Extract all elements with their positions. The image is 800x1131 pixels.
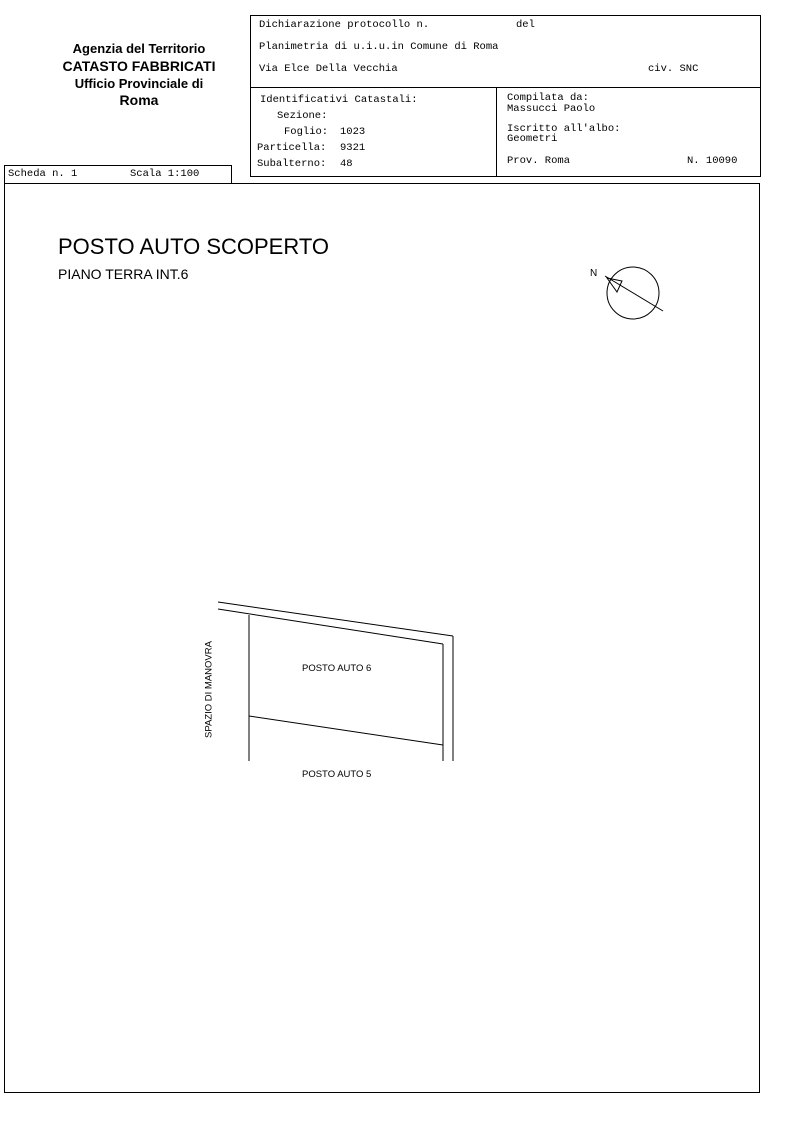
north-compass-icon	[585, 262, 670, 327]
drawing-subtitle: PIANO TERRA INT.6	[58, 266, 189, 282]
section-label: Sezione:	[277, 110, 328, 122]
floor-plan	[190, 595, 480, 780]
address: Via Elce Della Vecchia	[259, 63, 398, 75]
protocol-label: Dichiarazione protocollo n.	[259, 19, 430, 31]
parking-space-6-label: POSTO AUTO 6	[302, 663, 372, 674]
maneuver-space-label: SPAZIO DI MANOVRA	[203, 641, 215, 738]
card-number: Scheda n. 1	[8, 168, 78, 180]
plan-label: Planimetria di u.i.u.in Comune di Roma	[259, 41, 499, 53]
civic-number: civ. SNC	[648, 63, 699, 75]
header-vertical-divider	[496, 87, 497, 177]
registry-name: CATASTO FABBRICATI	[62, 58, 216, 74]
agency-block	[30, 41, 248, 108]
register-value: Geometri	[507, 133, 558, 145]
parcel-label: Particella:	[257, 142, 327, 154]
office-city: Roma	[119, 92, 159, 108]
register-number: N. 10090	[687, 155, 738, 167]
cadastral-heading: Identificativi Catastali:	[260, 94, 418, 106]
sub-label: Subalterno:	[257, 158, 327, 170]
header-divider	[250, 87, 761, 88]
sheet-label: Foglio:	[284, 126, 329, 138]
office-name: Ufficio Provinciale di	[74, 76, 204, 91]
compiler-label: Compilata da:	[507, 92, 589, 104]
north-label: N	[590, 268, 598, 279]
compiler-name: Massucci Paolo	[507, 103, 596, 115]
scale: Scala 1:100	[130, 168, 200, 180]
sub-value: 48	[340, 158, 353, 170]
sheet-value: 1023	[340, 126, 366, 138]
register-label: Iscritto all'albo:	[507, 123, 621, 135]
parking-space-5-label: POSTO AUTO 5	[302, 769, 372, 780]
date-label: del	[516, 19, 535, 31]
parcel-value: 9321	[340, 142, 366, 154]
agency-name: Agenzia del Territorio	[72, 41, 206, 56]
province: Prov. Roma	[507, 155, 571, 167]
drawing-title: POSTO AUTO SCOPERTO	[58, 234, 330, 259]
